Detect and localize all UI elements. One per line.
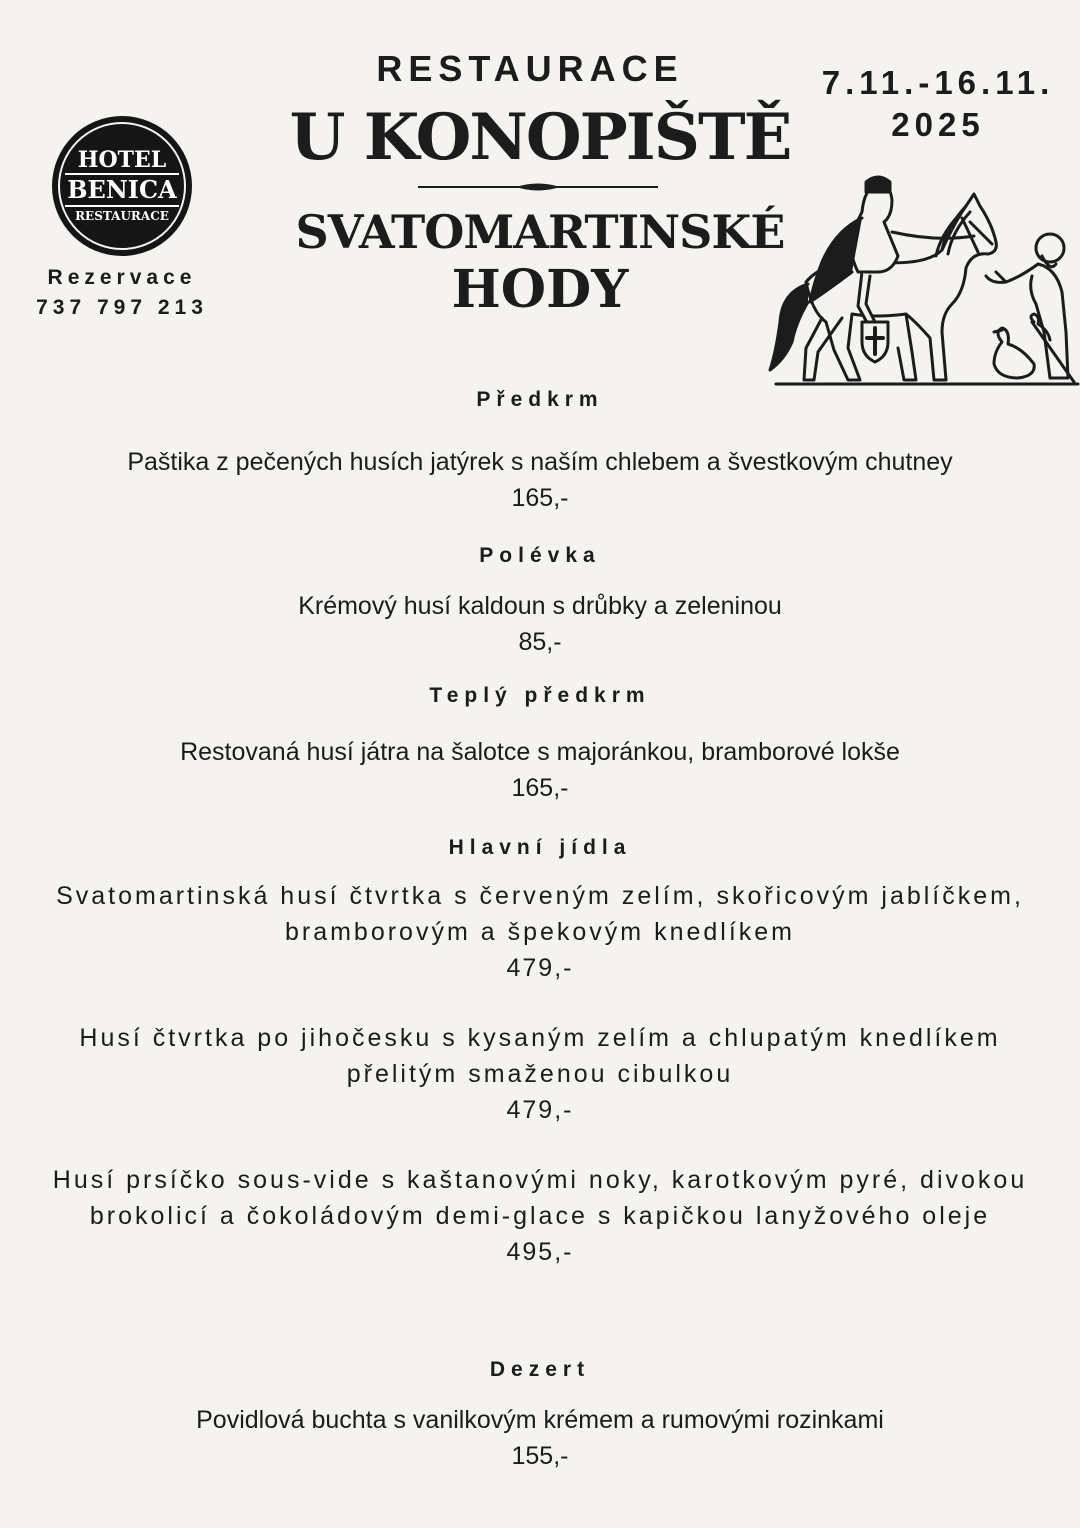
- dish-main-1-line2: bramborovým a špekovým knedlíkem: [284, 918, 796, 946]
- price-warm-starter: 165,-: [511, 774, 569, 802]
- price-main-3: 495,-: [506, 1238, 574, 1266]
- event-title-line2: HODY: [451, 259, 629, 320]
- event-dates: [820, 62, 1056, 146]
- pretitle: RESTAURACE: [376, 48, 684, 89]
- dish-warm-starter: Restovaná husí játra na šalotce s majoránkou, bramborové lokše: [180, 738, 900, 766]
- ornamental-divider: [418, 180, 658, 194]
- section-heading-soup: Polévka: [479, 544, 601, 567]
- hotel-benica-logo: [52, 116, 192, 256]
- st-martin-on-horse-icon: [766, 172, 1080, 390]
- price-main-2: 479,-: [506, 1096, 574, 1124]
- menu: [0, 380, 1080, 1474]
- reservation-label: Rezervace: [47, 266, 197, 289]
- event-year: 2025: [891, 106, 985, 143]
- dish-main-1-line1: Svatomartinská husí čtvrtka s červeným zelím, skořicovým jablíčkem,: [56, 882, 1024, 910]
- dish-main-2-line1: Husí čtvrtka po jihočesku s kysaným zelím a chlupatým knedlíkem: [79, 1024, 1001, 1052]
- logo-line-benica: BENICA: [65, 173, 178, 207]
- dish-dessert: Povidlová buchta s vanilkovým krémem a rumovými rozinkami: [196, 1406, 884, 1434]
- price-main-1: 479,-: [506, 954, 574, 982]
- section-heading-starter: Předkrm: [476, 388, 604, 411]
- logo-line-restaurace: RESTAURACE: [75, 209, 169, 223]
- dish-main-3-line2: brokolicí a čokoládovým demi-glace s kapičkou lanyžového oleje: [89, 1202, 991, 1230]
- price-soup: 85,-: [518, 628, 562, 656]
- dish-main-3-line1: Husí prsíčko sous-vide s kaštanovými noky, karotkovým pyré, divokou: [52, 1166, 1028, 1194]
- section-heading-dessert: Dezert: [489, 1358, 591, 1381]
- section-heading-warm-starter: Teplý předkrm: [429, 684, 651, 707]
- price-starter: 165,-: [511, 484, 569, 512]
- price-dessert: 155,-: [511, 1442, 569, 1470]
- restaurant-name: U KONOPIŠTĚ: [289, 100, 791, 175]
- logo-line-hotel: HOTEL: [77, 147, 167, 173]
- event-date-range: 7.11.-16.11.: [821, 64, 1055, 101]
- dish-starter: Paštika z pečených husích jatýrek s naším chlebem a švestkovým chutney: [127, 448, 953, 476]
- section-heading-mains: Hlavní jídla: [448, 836, 632, 859]
- reservation-phone: 737 797 213: [36, 296, 208, 319]
- dish-soup: Krémový husí kaldoun s drůbky a zeleninou: [298, 592, 782, 620]
- dish-main-2-line2: přelitým smaženou cibulkou: [346, 1060, 734, 1088]
- event-title-line1: SVATOMARTINSKÉ: [295, 205, 785, 259]
